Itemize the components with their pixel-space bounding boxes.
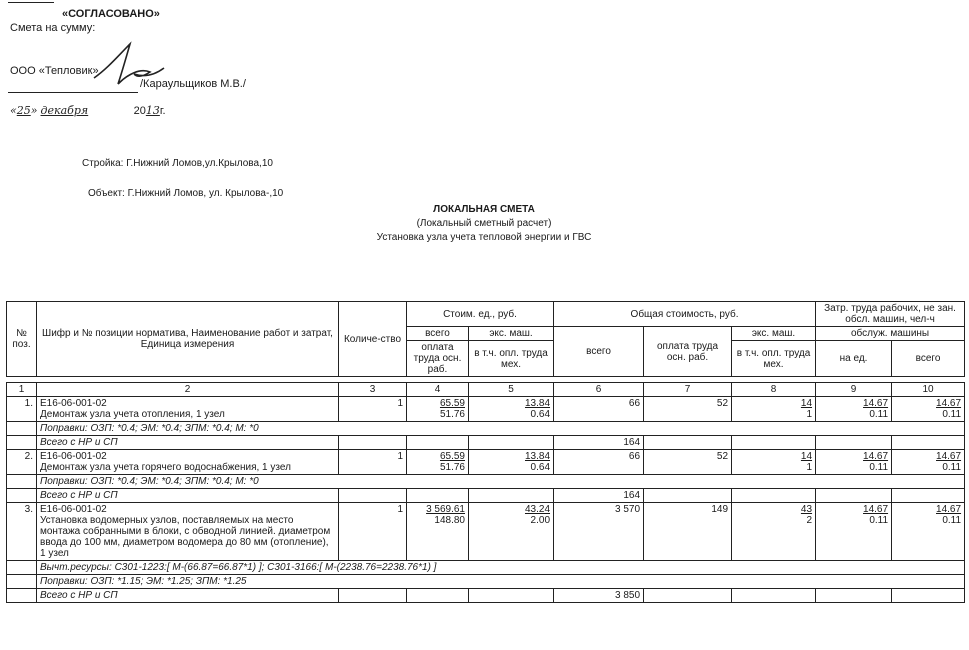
row-labor-unit-machine: 0.11 — [869, 409, 889, 420]
column-number: 8 — [732, 383, 816, 397]
header-qty: Количе-ство — [339, 302, 407, 377]
header-unit-machine: экс. маш. — [469, 327, 554, 341]
row-labor-unit: 14.67 — [863, 504, 889, 515]
row-corrections: Поправки: ОЗП: *0.4; ЭМ: *0.4; ЗПМ: *0.4; М: *0 — [37, 475, 965, 489]
header-unit-cost: Стоим. ед., руб. — [407, 302, 554, 327]
row-labor-unit-machine: 0.11 — [869, 462, 889, 473]
row-code: Е16-06-001-02 — [40, 451, 107, 462]
row-total-all: 66 — [554, 397, 644, 422]
row-total-mech: 1 — [806, 409, 813, 420]
row-resources: Вычт.ресурсы: С301-1223:[ М-(66.87=66.87*1) ]; С301-3166:[ М-(2238.76=2238.76*1) ] — [37, 561, 965, 575]
column-number: 9 — [816, 383, 892, 397]
row-labor-unit-machine: 0.11 — [869, 515, 889, 526]
row-unit-wage: 148.80 — [434, 515, 465, 526]
column-number: 2 — [37, 383, 339, 397]
row-description — [37, 503, 339, 561]
row-total-machine: 14 — [800, 398, 813, 409]
row-qty: 1 — [339, 503, 407, 561]
header-total-all: всего — [554, 327, 644, 377]
row-pos: 3. — [7, 503, 37, 561]
doc-subtitle: (Локальный сметный расчет) — [416, 218, 552, 229]
doc-title: ЛОКАЛЬНАЯ СМЕТА — [433, 204, 535, 215]
header-code: Шифр и № позиции норматива, Наименование работ и затрат, Единица измерения — [37, 302, 339, 377]
row-total-label: Всего с НР и СП — [37, 489, 339, 503]
row-corrections: Поправки: ОЗП: *1.15; ЭМ: *1.25; ЗПМ: *1.25 — [37, 575, 965, 589]
row-pos: 1. — [7, 397, 37, 422]
header-total-wage: оплата труда осн. раб. — [644, 327, 732, 377]
row-labor-total-machine: 0.11 — [942, 462, 962, 473]
column-number: 10 — [892, 383, 965, 397]
row-total-value: 3 850 — [554, 589, 644, 603]
row-name: Демонтаж узла учета горячего водоснабжения, 1 узел — [40, 462, 291, 473]
approval-signatory: /Караульщиков М.В./ — [140, 78, 246, 90]
row-total-label: Всего с НР и СП — [37, 436, 339, 450]
date-year-g: г. — [159, 105, 166, 117]
row-labor-total-machine: 0.11 — [942, 409, 962, 420]
row-labor-unit: 14.67 — [863, 451, 889, 462]
row-total-wage: 52 — [644, 450, 732, 475]
date-close-quote: » — [30, 104, 38, 117]
table-row — [7, 397, 965, 422]
header-labor-total: всего — [892, 341, 965, 377]
header-labor: Затр. труда рабочих, не зан. обсл. машин, чел-ч — [816, 302, 965, 327]
row-unit-machine: 13.84 — [524, 398, 551, 409]
approval-title: «СОГЛАСОВАНО» — [62, 8, 160, 20]
column-number: 3 — [339, 383, 407, 397]
row-total-label: Всего с НР и СП — [37, 589, 339, 603]
row-total-machine: 14 — [800, 451, 813, 462]
row-unit-total: 3 569.61 — [426, 504, 465, 515]
object-site: Объект: Г.Нижний Ломов, ул. Крылова-,10 — [88, 188, 284, 199]
row-qty: 1 — [339, 450, 407, 475]
row-qty: 1 — [339, 397, 407, 422]
row-total-all: 3 570 — [554, 503, 644, 561]
row-name: Демонтаж узла учета отопления, 1 узел — [40, 409, 225, 420]
row-labor-total: 14.67 — [936, 451, 962, 462]
row-total-machine: 43 — [800, 504, 813, 515]
row-unit-wage: 51.76 — [439, 462, 465, 473]
row-unit-machine: 43.24 — [524, 504, 551, 515]
header-unit-total: всего — [407, 327, 469, 341]
approval-top-rule — [8, 2, 54, 3]
row-code: Е16-06-001-02 — [40, 398, 107, 409]
column-number: 4 — [407, 383, 469, 397]
header-total-cost: Общая стоимость, руб. — [554, 302, 816, 327]
header-unit-mech-wage: в т.ч. опл. труда мех. — [469, 341, 554, 377]
header-num: № поз. — [7, 302, 37, 377]
date-day: 25 — [16, 104, 31, 117]
column-number: 7 — [644, 383, 732, 397]
date-month: декабря — [40, 104, 89, 117]
approval-sum-label: Смета на сумму: — [10, 22, 96, 34]
row-labor-total-machine: 0.11 — [942, 515, 962, 526]
table-row — [7, 450, 965, 475]
header-labor-sub: обслуж. машины — [816, 327, 965, 341]
row-unit-wage: 51.76 — [439, 409, 465, 420]
row-labor-total: 14.67 — [936, 504, 962, 515]
signature-line — [8, 92, 138, 93]
row-name: Установка водомерных узлов, поставляемых на место монтажа собранными в блоки, с обводной линией. диаметром ввода до 100 мм, диаметром водомера до 80 мм (отопление), 1 узел — [40, 515, 331, 559]
column-number: 6 — [554, 383, 644, 397]
row-total-value: 164 — [554, 436, 644, 450]
row-total-all: 66 — [554, 450, 644, 475]
table-row — [7, 503, 965, 561]
doc-description: Установка узла учета тепловой энергии и ГВС — [376, 232, 592, 243]
row-labor-unit: 14.67 — [863, 398, 889, 409]
row-unit-mech: 0.64 — [530, 409, 551, 420]
column-number: 5 — [469, 383, 554, 397]
row-total-mech: 1 — [806, 462, 813, 473]
row-unit-mech: 0.64 — [530, 462, 551, 473]
row-unit-total: 65.59 — [439, 398, 465, 409]
estimate-table — [6, 301, 965, 603]
row-total-wage: 149 — [644, 503, 732, 561]
date-year-prefix: 20 — [133, 105, 146, 117]
row-code: Е16-06-001-02 — [40, 504, 107, 515]
row-total-wage: 52 — [644, 397, 732, 422]
header-labor-unit: на ед. — [816, 341, 892, 377]
header-total-mech-wage: в т.ч. опл. труда мех. — [732, 341, 816, 377]
date-year-suffix: 13 — [145, 104, 160, 117]
row-corrections: Поправки: ОЗП: *0.4; ЭМ: *0.4; ЗПМ: *0.4; М: *0 — [37, 422, 965, 436]
row-total-mech: 2 — [806, 515, 813, 526]
row-unit-total: 65.59 — [439, 451, 465, 462]
approval-company: ООО «Тепловик» — [10, 65, 99, 77]
approval-date — [10, 104, 166, 117]
row-description — [37, 450, 339, 475]
row-description — [37, 397, 339, 422]
date-open-quote: « — [10, 104, 17, 117]
row-pos: 2. — [7, 450, 37, 475]
handwritten-signature — [88, 38, 168, 90]
column-number: 1 — [7, 383, 37, 397]
row-total-value: 164 — [554, 489, 644, 503]
header-total-machine: экс. маш. — [732, 327, 816, 341]
row-unit-machine: 13.84 — [524, 451, 551, 462]
row-labor-total: 14.67 — [936, 398, 962, 409]
construction-site: Стройка: Г.Нижний Ломов,ул.Крылова,10 — [82, 158, 273, 169]
row-unit-mech: 2.00 — [530, 515, 551, 526]
header-unit-wage: оплата труда осн. раб. — [407, 341, 469, 377]
